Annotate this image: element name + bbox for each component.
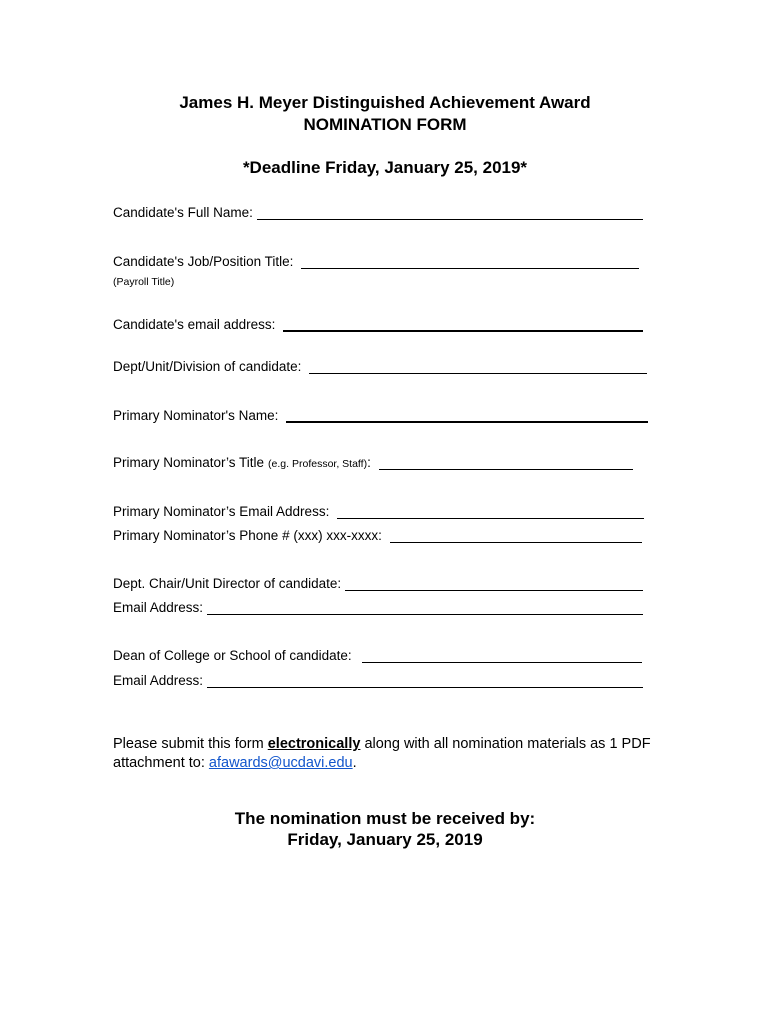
nominator-phone-input[interactable]	[390, 528, 642, 543]
footer-line1: The nomination must be received by:	[234, 809, 536, 828]
submit-emphasis: electronically	[267, 736, 361, 752]
candidate-name-field	[113, 202, 643, 220]
dean-email-field	[113, 670, 643, 688]
nominator-title-input[interactable]	[379, 455, 633, 470]
nominator-title-field	[113, 452, 633, 470]
nominator-phone-field	[113, 525, 642, 543]
nominator-email-label: Primary Nominator’s Email Address:	[113, 504, 330, 519]
submit-end: .	[352, 755, 357, 771]
chair-email-input[interactable]	[207, 600, 643, 615]
candidate-title-field	[113, 251, 639, 269]
form-title: James H. Meyer Distinguished Achievement Award	[179, 93, 591, 112]
candidate-dept-field	[113, 356, 647, 374]
footer-line2: Friday, January 25, 2019	[287, 830, 483, 849]
chair-input[interactable]	[345, 576, 643, 591]
candidate-dept-input[interactable]	[309, 359, 647, 374]
nominator-title-label: Primary Nominator’s Title	[113, 455, 265, 470]
dean-email-label: Email Address:	[113, 673, 204, 688]
nominator-name-input[interactable]	[286, 407, 648, 423]
nominator-title-colon: :	[367, 455, 371, 470]
dean-label: Dean of College or School of candidate:	[113, 648, 352, 663]
candidate-title-input[interactable]	[301, 254, 639, 269]
submit-email-link[interactable]: afawards@ucdavi.edu	[208, 755, 353, 771]
dean-input[interactable]	[362, 648, 642, 663]
candidate-name-input[interactable]	[257, 205, 643, 220]
payroll-title-note: (Payroll Title)	[113, 276, 175, 288]
nominator-email-field	[113, 501, 644, 519]
footer-deadline	[0, 808, 770, 850]
chair-email-label: Email Address:	[113, 600, 204, 615]
candidate-email-label: Candidate's email address:	[113, 317, 276, 332]
nominator-phone-label: Primary Nominator’s Phone # (xxx) xxx-xxxx:	[113, 528, 382, 543]
dean-field	[113, 645, 642, 663]
deadline-banner: *Deadline Friday, January 25, 2019*	[242, 158, 528, 177]
submission-instructions	[113, 735, 673, 773]
form-subtitle: NOMINATION FORM	[303, 115, 467, 134]
candidate-title-label: Candidate's Job/Position Title:	[113, 254, 294, 269]
nominator-name-field	[113, 405, 648, 423]
candidate-dept-label: Dept/Unit/Division of candidate:	[113, 359, 302, 374]
nominator-name-label: Primary Nominator's Name:	[113, 408, 279, 423]
chair-label: Dept. Chair/Unit Director of candidate:	[113, 576, 342, 591]
dean-email-input[interactable]	[207, 673, 643, 688]
candidate-name-label: Candidate's Full Name:	[113, 205, 253, 220]
submit-text-before: Please submit this form	[113, 736, 268, 752]
submit-text-after: along with all nomination materials as 1 PDF attachment to:	[113, 736, 651, 771]
chair-field	[113, 573, 643, 591]
candidate-email-field	[113, 314, 643, 332]
nominator-title-example: (e.g. Professor, Staff)	[268, 458, 368, 470]
candidate-email-input[interactable]	[283, 316, 643, 332]
nominator-email-input[interactable]	[337, 504, 644, 519]
chair-email-field	[113, 597, 643, 615]
